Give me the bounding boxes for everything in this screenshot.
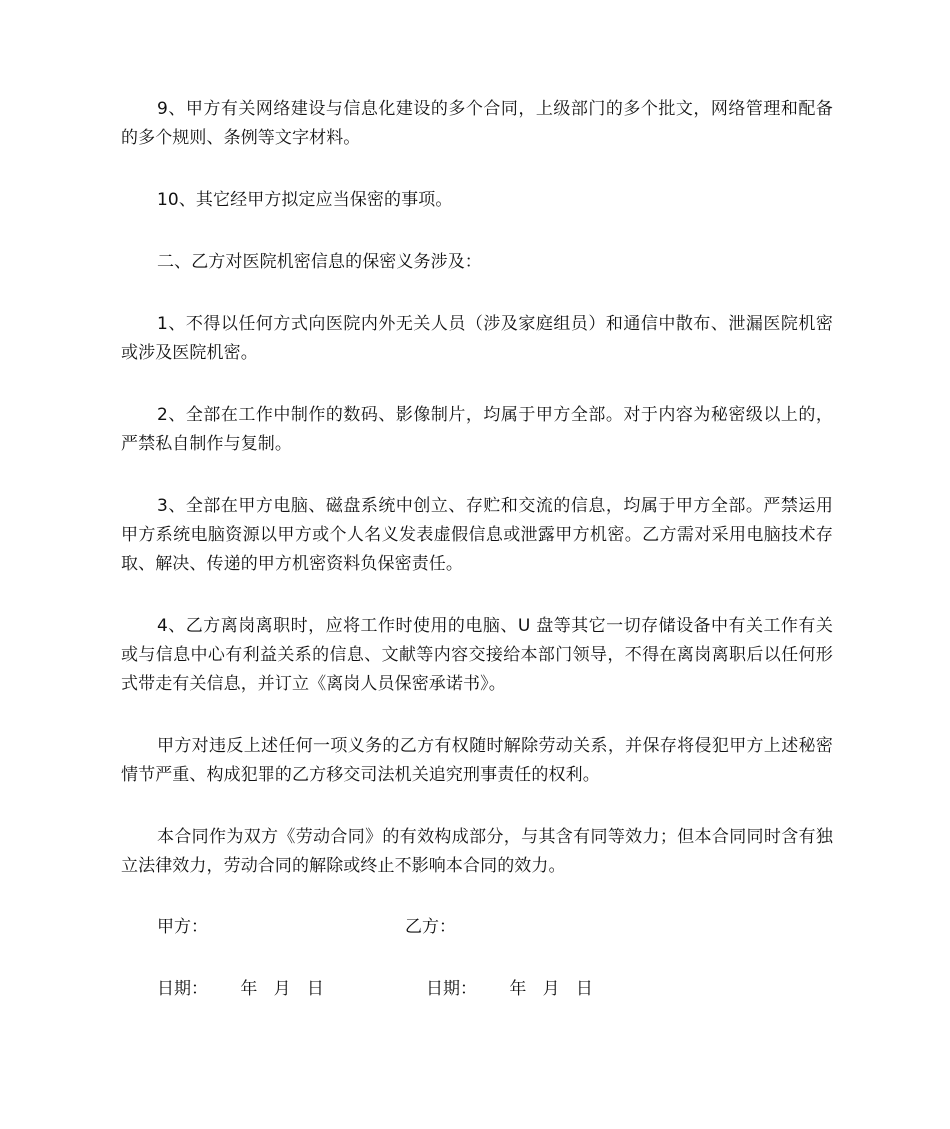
party-a-label: 甲方： <box>157 917 208 937</box>
obligation-4-paragraph: 4、乙方离岗离职时，应将工作时使用的电脑、U 盘等其它一切存储设备中有关工作有关或与信息中心有利益关系的信息、文献等内容交接给本部门领导，不得在离岗离职后以任何形式带走有关信息，并订立《离岗人员保密承诺书》。 <box>121 616 833 694</box>
party-a-date: 日期： 年 月 日 <box>157 979 324 999</box>
section-two-heading: 二、乙方对医院机密信息的保密义务涉及： <box>157 252 482 272</box>
party-b-date: 日期： 年 月 日 <box>426 979 593 999</box>
party-b-label: 乙方： <box>405 917 456 937</box>
clause-10-paragraph: 10、其它经甲方拟定应当保密的事项。 <box>157 190 453 210</box>
obligation-2-paragraph: 2、全部在工作中制作的数码、影像制片，均属于甲方全部。对于内容为秘密级以上的，严禁私自制作与复制。 <box>121 405 833 454</box>
clause-9-paragraph: 9、甲方有关网络建设与信息化建设的多个合同，上级部门的多个批文，网络管理和配备的多个规则、条例等文字材料。 <box>121 99 833 148</box>
validity-paragraph: 本合同作为双方《劳动合同》的有效构成部分，与其含有同等效力；但本合同同时含有独立法律效力，劳动合同的解除或终止不影响本合同的效力。 <box>121 827 833 876</box>
termination-paragraph: 甲方对违反上述任何一项义务的乙方有权随时解除劳动关系，并保存将侵犯甲方上述秘密情节严重、构成犯罪的乙方移交司法机关追究刑事责任的权利。 <box>121 736 833 785</box>
obligation-3-paragraph: 3、全部在甲方电脑、磁盘系统中创立、存贮和交流的信息，均属于甲方全部。严禁运用甲方系统电脑资源以甲方或个人名义发表虚假信息或泄露甲方机密。乙方需对采用电脑技术存取、解决、传递的甲方机密资料负保密责任。 <box>121 496 833 574</box>
obligation-1-paragraph: 1、不得以任何方式向医院内外无关人员（涉及家庭组员）和通信中散布、泄漏医院机密或涉及医院机密。 <box>121 314 833 363</box>
